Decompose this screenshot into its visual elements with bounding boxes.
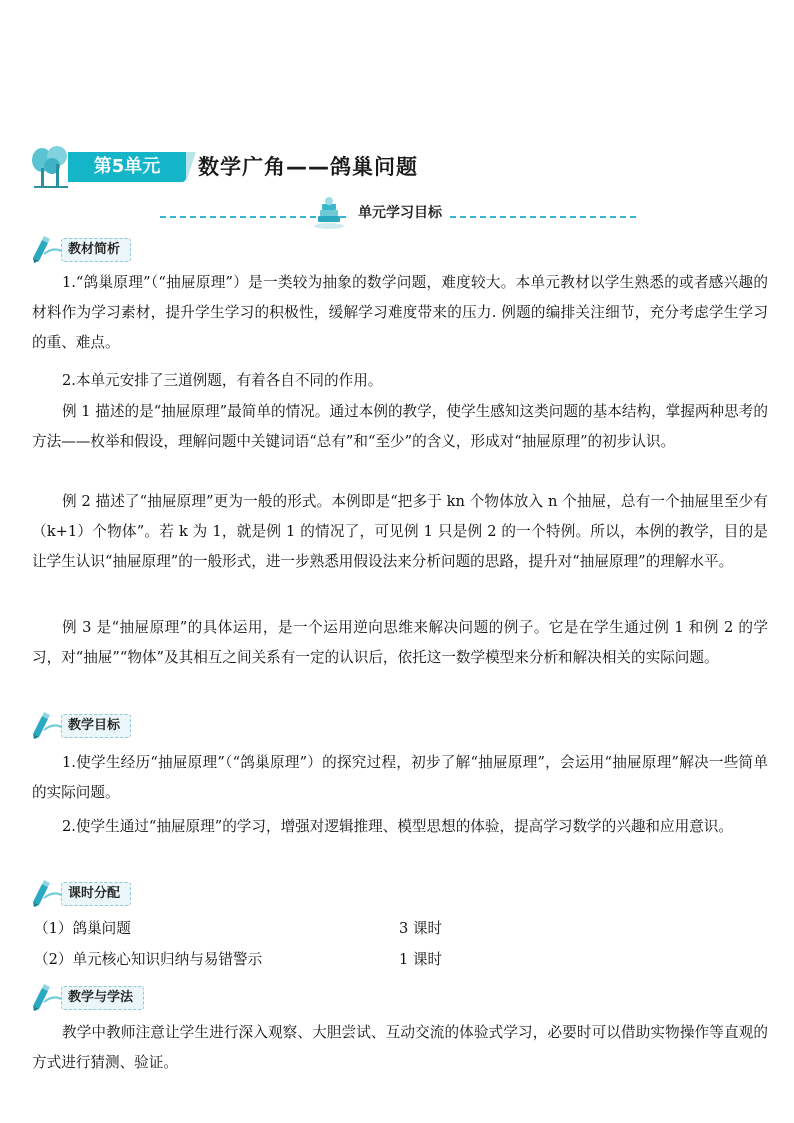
analysis-paragraph-1: 1.“鸽巢原理”（“抽屉原理”）是一类较为抽象的数学问题，难度较大。本单元教材以学生熟悉的或者感兴趣的材料作为学习素材，提升学生学习的积极性，缓解学习难度带来的压力. 例题的编排关注细节，充分考虑学生学习的重、难点。 (32, 274, 768, 351)
analysis-paragraph-4: 例 2 描述了“抽屉原理”更为一般的形式。本例即是“把多于 kn 个物体放入 n 个抽屉，总有一个抽屉里至少有（k+1）个物体”。若 k 为 1，就是例 1 的情况了，可见例 1 只是例 2 的一个特例。所以，本例的教学，目的是让学生认识“抽屉原理”的一般形式，进一步熟悉用假设法来分析问题的思路，提升对“抽屉原理”的理解水平。 (32, 493, 768, 570)
schedule-lesson-hours: 3 课时 (399, 920, 443, 937)
section-label-objectives: 教学目标 (61, 714, 131, 738)
schedule-lesson-name: （2）单元核心知识归纳与易错警示 (34, 951, 263, 968)
objectives-paragraph-1: 1.使学生经历“抽屉原理”（“鸽巢原理”）的探究过程，初步了解“抽屉原理”，会运用“抽屉原理”解决一些简单的实际问题。 (32, 754, 768, 801)
section-label-schedule: 课时分配 (61, 882, 131, 906)
section-label-analysis: 教材简析 (61, 238, 131, 262)
goals-banner (160, 196, 636, 230)
analysis-paragraph-5: 例 3 是“抽屉原理”的具体运用，是一个运用逆向思维来解决问题的例子。它是在学生通过例 1 和例 2 的学习，对“抽屉”“物体”及其相互之间关系有一定的认识后，依托这一数学模型来分析和解决相关的实际问题。 (32, 619, 768, 666)
analysis-paragraph-3: 例 1 描述的是“抽屉原理”最简单的情况。通过本例的教学，使学生感知这类问题的基本结构，掌握两种思考的方法——枚举和假设，理解问题中关键词语“总有”和“至少”的含义，形成对“抽屉原理”的初步认识。 (32, 403, 768, 450)
unit-header (30, 146, 770, 190)
pencil-icon (30, 236, 64, 264)
objectives-paragraph-2: 2.使学生通过“抽屉原理”的学习，增强对逻辑推理、模型思想的体验，提高学习数学的兴趣和应用意识。 (62, 818, 733, 835)
schedule-lesson-hours: 1 课时 (399, 951, 443, 968)
pencil-icon (30, 880, 64, 908)
methods-paragraph-1: 教学中教师注意让学生进行深入观察、大胆尝试、互动交流的体验式学习，必要时可以借助实物操作等直观的方式进行猜测、验证。 (32, 1024, 768, 1071)
pencil-icon (30, 712, 64, 740)
trees-icon (30, 146, 70, 190)
schedule-lesson-name: （1）鸽巢问题 (34, 920, 131, 937)
section-label-methods: 教学与学法 (61, 986, 144, 1010)
pencil-icon (30, 984, 64, 1012)
goals-banner-label: 单元学习目标 (350, 202, 450, 222)
analysis-paragraph-2: 2.本单元安排了三道例题，有着各自不同的作用。 (62, 372, 383, 389)
unit-title: 数学广角——鸽巢问题 (198, 155, 418, 179)
books-icon (312, 196, 346, 230)
unit-badge: 第5单元 (68, 152, 186, 182)
